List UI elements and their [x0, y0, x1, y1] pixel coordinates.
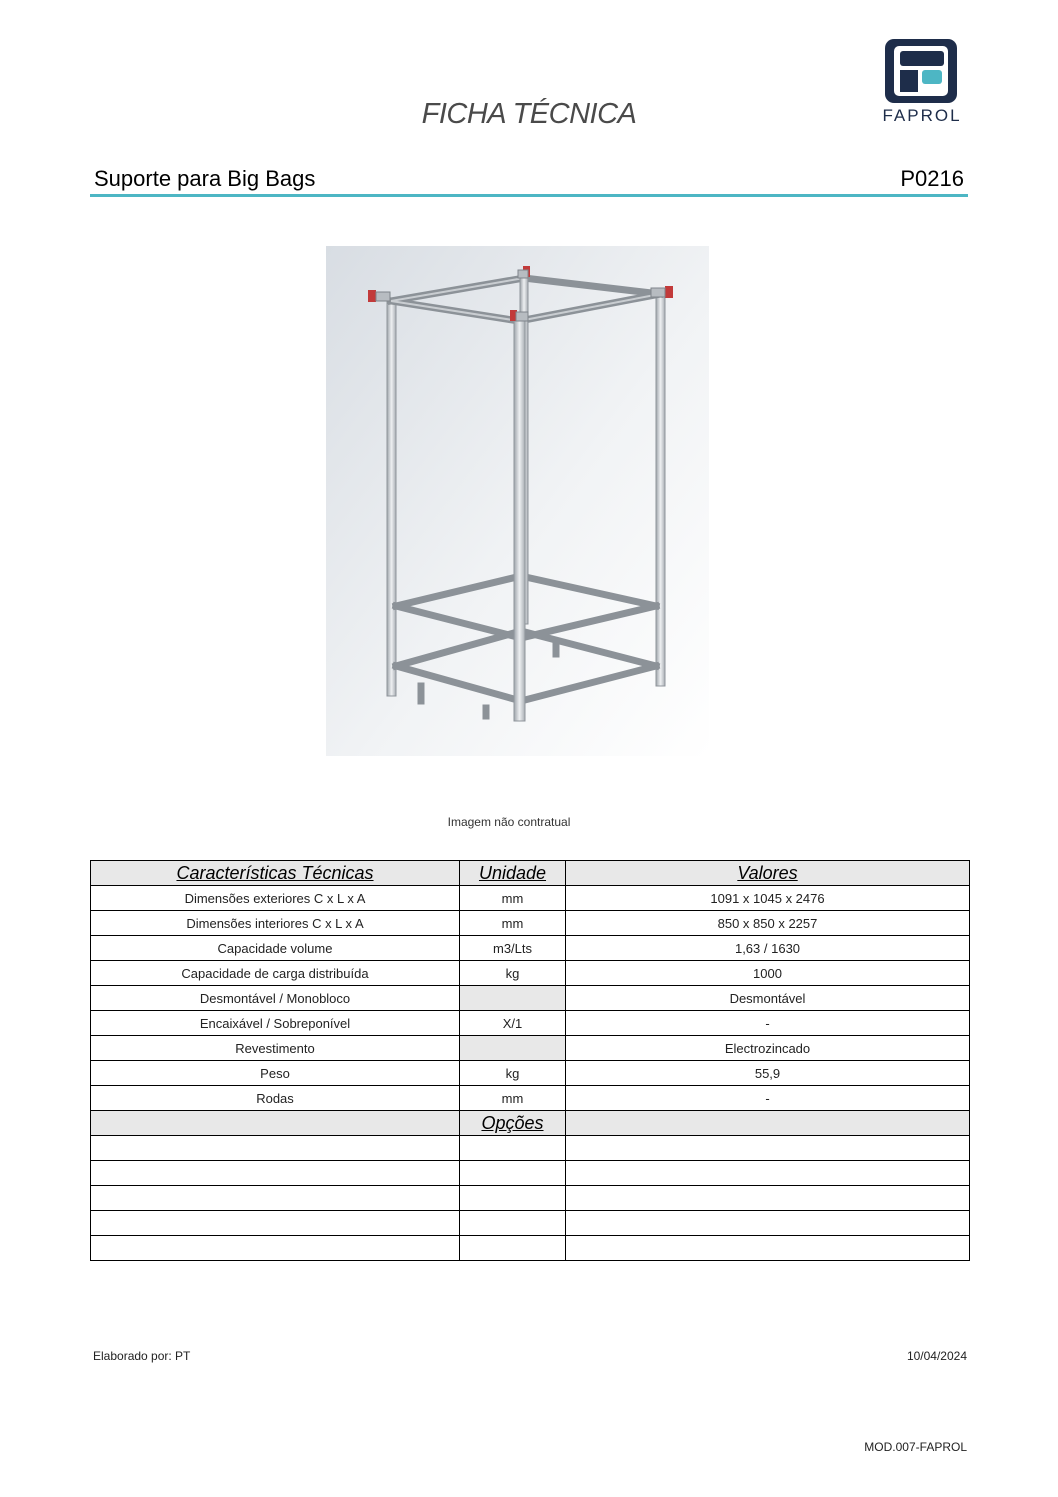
- options-row: [91, 1136, 970, 1161]
- value-cell: 1,63 / 1630: [566, 936, 970, 961]
- options-header: Opções: [460, 1111, 566, 1136]
- value-cell: 1091 x 1045 x 2476: [566, 886, 970, 911]
- value-cell: -: [566, 1086, 970, 1111]
- empty-cell: [566, 1161, 970, 1186]
- unit-cell: kg: [460, 961, 566, 986]
- feature-cell: Peso: [91, 1061, 460, 1086]
- feature-cell: Capacidade volume: [91, 936, 460, 961]
- empty-cell: [460, 1236, 566, 1261]
- unit-cell: [460, 1036, 566, 1061]
- empty-cell: [91, 1186, 460, 1211]
- header-unit: Unidade: [460, 861, 566, 886]
- value-cell: Desmontável: [566, 986, 970, 1011]
- options-header-row: [91, 1111, 970, 1136]
- table-row: [91, 1036, 970, 1061]
- empty-cell: [566, 1236, 970, 1261]
- value-cell: 1000: [566, 961, 970, 986]
- feature-cell: Rodas: [91, 1086, 460, 1111]
- empty-cell: [91, 1136, 460, 1161]
- unit-cell: mm: [460, 911, 566, 936]
- table-row: [91, 986, 970, 1011]
- product-code: P0216: [900, 166, 964, 191]
- title-divider: [90, 194, 968, 197]
- table-row: [91, 1061, 970, 1086]
- faprol-logo-icon: [872, 36, 972, 106]
- specifications-table: [90, 860, 970, 1261]
- feature-cell: Capacidade de carga distribuída: [91, 961, 460, 986]
- feature-cell: Encaixável / Sobreponível: [91, 1011, 460, 1036]
- empty-cell: [566, 1211, 970, 1236]
- product-image: [326, 246, 709, 756]
- feature-cell: Desmontável / Monobloco: [91, 986, 460, 1011]
- options-row: [91, 1161, 970, 1186]
- table-row: [91, 1086, 970, 1111]
- image-caption: Imagem não contratual: [447, 815, 571, 829]
- logo-wordmark: FAPROL: [882, 106, 962, 125]
- options-row: [91, 1236, 970, 1261]
- table-row: [91, 911, 970, 936]
- unit-cell: mm: [460, 886, 566, 911]
- feature-cell: Dimensões interiores C x L x A: [91, 911, 460, 936]
- options-row: [91, 1186, 970, 1211]
- unit-cell: mm: [460, 1086, 566, 1111]
- product-name: Suporte para Big Bags: [94, 166, 316, 191]
- empty-cell: [460, 1161, 566, 1186]
- value-cell: 55,9: [566, 1061, 970, 1086]
- table-row: [91, 1011, 970, 1036]
- unit-cell: X/1: [460, 1011, 566, 1036]
- unit-cell: m3/Lts: [460, 936, 566, 961]
- empty-cell: [460, 1136, 566, 1161]
- empty-cell: [460, 1211, 566, 1236]
- options-header-blank: [566, 1111, 970, 1136]
- empty-cell: [566, 1136, 970, 1161]
- options-header-blank: [91, 1111, 460, 1136]
- empty-cell: [91, 1236, 460, 1261]
- value-cell: 850 x 850 x 2257: [566, 911, 970, 936]
- table-row: [91, 886, 970, 911]
- empty-cell: [566, 1186, 970, 1211]
- feature-cell: Revestimento: [91, 1036, 460, 1061]
- empty-cell: [91, 1161, 460, 1186]
- faprol-logo: [872, 36, 972, 128]
- prepared-by: Elaborado por: PT: [93, 1349, 191, 1363]
- header-features: Características Técnicas: [91, 861, 460, 886]
- table-row: [91, 961, 970, 986]
- feature-cell: Dimensões exteriores C x L x A: [91, 886, 460, 911]
- options-row: [91, 1211, 970, 1236]
- empty-cell: [91, 1211, 460, 1236]
- unit-cell: [460, 986, 566, 1011]
- document-title: FICHA TÉCNICA: [421, 98, 637, 130]
- empty-cell: [460, 1186, 566, 1211]
- table-header-row: [91, 861, 970, 886]
- value-cell: Electrozincado: [566, 1036, 970, 1061]
- document-date: 10/04/2024: [906, 1349, 967, 1363]
- header-values: Valores: [566, 861, 970, 886]
- value-cell: -: [566, 1011, 970, 1036]
- unit-cell: kg: [460, 1061, 566, 1086]
- form-code: MOD.007-FAPROL: [864, 1440, 967, 1454]
- table-row: [91, 936, 970, 961]
